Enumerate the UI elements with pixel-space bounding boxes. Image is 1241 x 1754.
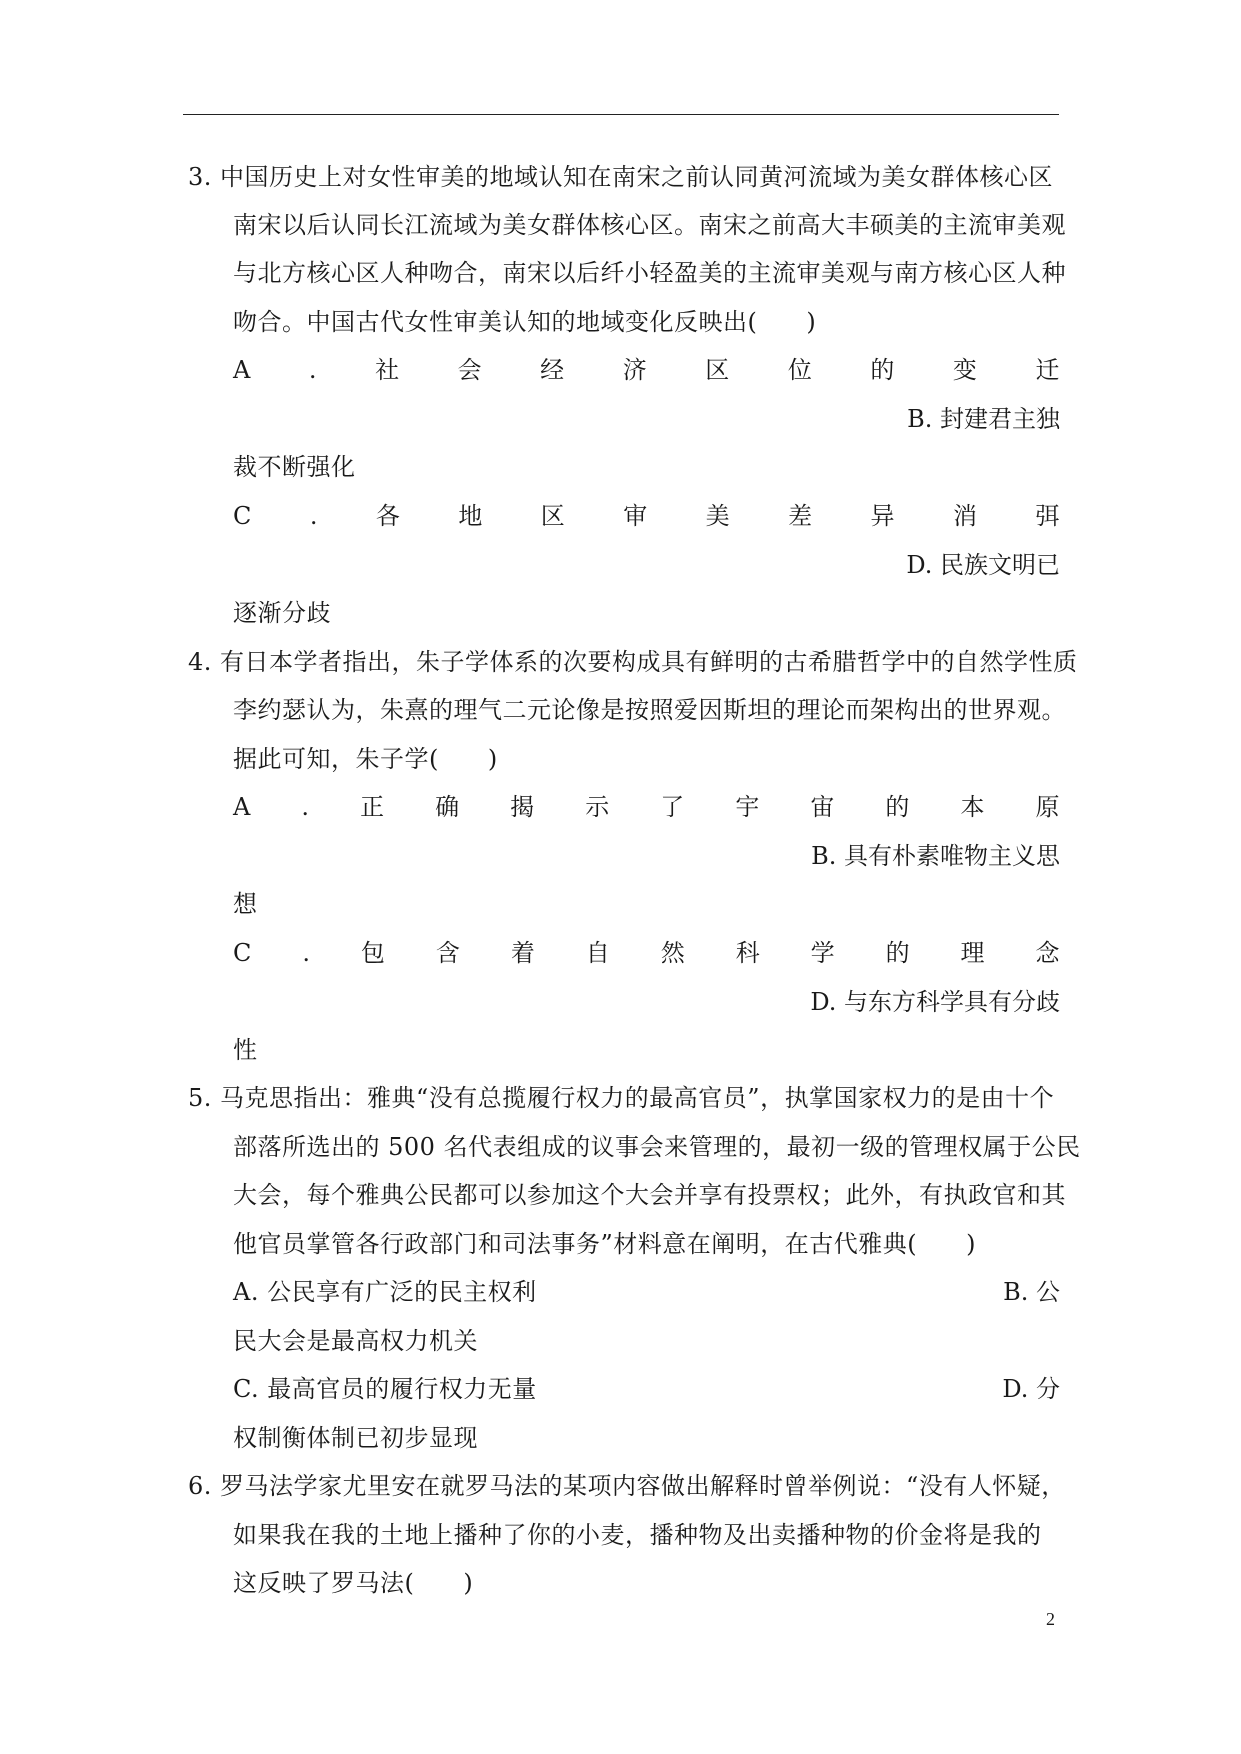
q6-stem-line-3: 这反映了罗马法( ): [233, 1569, 474, 1597]
q5-option-a: A. 公民享有广泛的民主权利: [233, 1278, 537, 1306]
q3-stem-line-2: 南宋以后认同长江流域为美女群体核心区。南宋之前高大丰硕美的主流审美观: [233, 211, 1066, 239]
q4-option-d-cont: 性: [233, 1036, 258, 1064]
q5-option-d-cont: 权制衡体制已初步显现: [233, 1424, 478, 1452]
q5-stem-line-4: 他官员掌管各行政部门和司法事务”材料意在阐明，在古代雅典( ): [233, 1230, 976, 1258]
q3-stem-line-4: 吻合。中国古代女性审美认知的地域变化反映出( ): [233, 308, 817, 336]
header-rule: [183, 114, 1059, 115]
q4-option-c: C . 包 含 着 自 然 科 学 的 理 念: [233, 939, 1060, 967]
q4-option-b-cont: 想: [233, 890, 258, 918]
q3-option-b-cont: 裁不断强化: [233, 453, 356, 481]
q3-option-d-cont: 逐渐分歧: [233, 599, 331, 627]
q3-option-b: B. 封建君主独: [907, 405, 1060, 433]
page-number: 2: [1046, 1609, 1055, 1629]
q3-option-d: D. 民族文明已: [906, 551, 1060, 579]
q4-option-d: D. 与东方科学具有分歧: [810, 988, 1060, 1016]
q6-stem-line-2: 如果我在我的土地上播种了你的小麦，播种物及出卖播种物的价金将是我的: [233, 1521, 1042, 1549]
q5-option-d: D. 分: [1002, 1375, 1060, 1403]
q5-option-b-cont: 民大会是最高权力机关: [233, 1327, 478, 1355]
q4-option-b: B. 具有朴素唯物主义思: [811, 842, 1060, 870]
q5-stem-line-2: 部落所选出的 500 名代表组成的议事会来管理的，最初一级的管理权属于公民: [233, 1133, 1081, 1161]
q5-stem-line-1: 5. 马克思指出：雅典“没有总揽履行权力的最高官员”，执掌国家权力的是由十个: [188, 1084, 1055, 1112]
q3-option-a: A . 社 会 经 济 区 位 的 变 迁: [233, 356, 1060, 384]
q5-stem-line-3: 大会，每个雅典公民都可以参加这个大会并享有投票权；此外，有执政官和其: [233, 1181, 1066, 1209]
q4-stem-line-1: 4. 有日本学者指出，朱子学体系的次要构成具有鲜明的古希腊哲学中的自然学性质: [188, 648, 1078, 676]
q4-stem-line-3: 据此可知，朱子学( ): [233, 745, 498, 773]
q6-stem-line-1: 6. 罗马法学家尤里安在就罗马法的某项内容做出解释时曾举例说：“没有人怀疑，: [188, 1472, 1066, 1500]
q3-option-c: C . 各 地 区 审 美 差 异 消 弭: [233, 502, 1060, 530]
q4-stem-line-2: 李约瑟认为，朱熹的理气二元论像是按照爱因斯坦的理论而架构出的世界观。: [233, 696, 1066, 724]
q3-stem-line-1: 3. 中国历史上对女性审美的地域认知在南宋之前认同黄河流域为美女群体核心区: [188, 163, 1054, 191]
q5-option-c: C. 最高官员的履行权力无量: [233, 1375, 537, 1403]
q3-stem-line-3: 与北方核心区人种吻合，南宋以后纤小轻盈美的主流审美观与南方核心区人种: [233, 259, 1066, 287]
q5-option-b: B. 公: [1003, 1278, 1060, 1306]
q4-option-a: A . 正 确 揭 示 了 宇 宙 的 本 原: [233, 793, 1060, 821]
